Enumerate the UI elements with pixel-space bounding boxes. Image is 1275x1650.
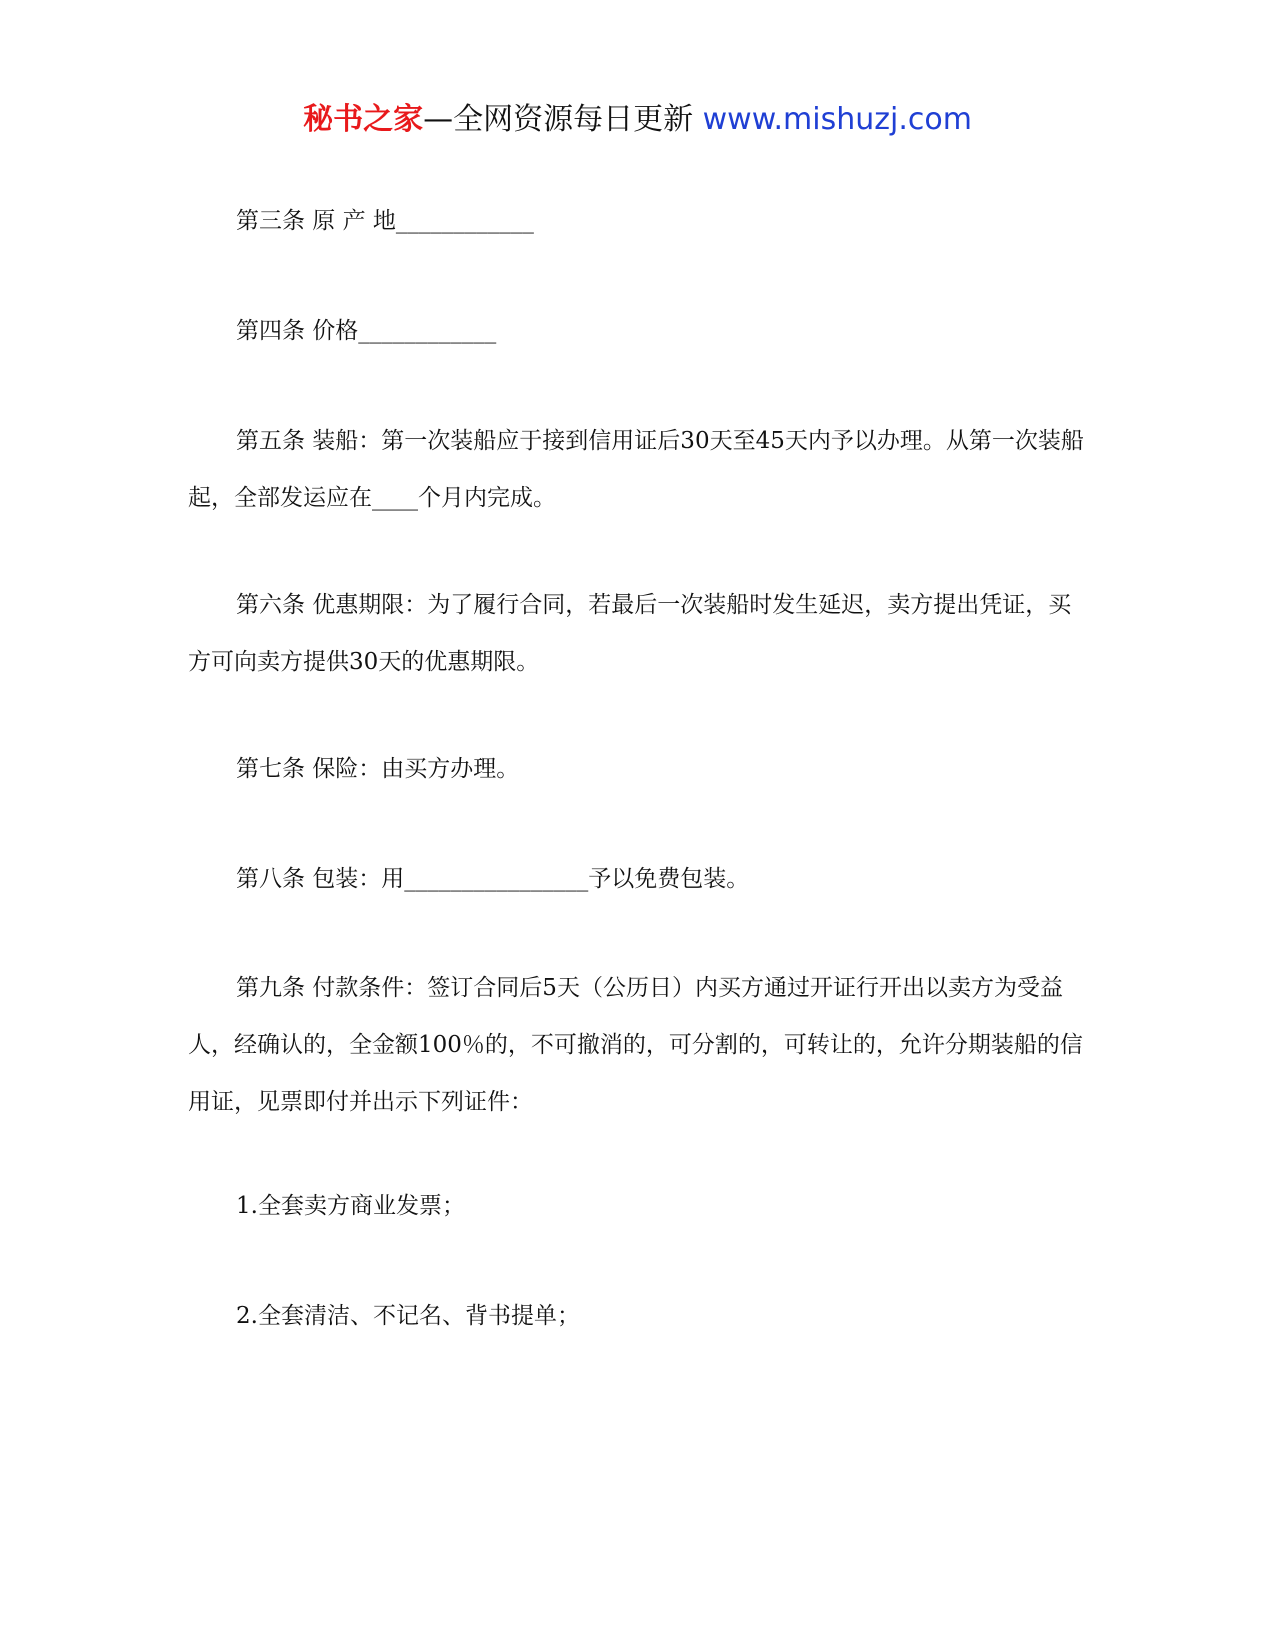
header-tagline: —全网资源每日更新 <box>423 102 703 137</box>
article-5-shipment: 第五条 装船：第一次装船应于接到信用证后30天至45天内予以办理。从第一次装船起，全部发运应在____个月内完成。 <box>188 428 1084 511</box>
article-4-price: 第四条 价格____________ <box>236 318 497 344</box>
document-list-item-1: 1.全套卖方商业发票； <box>236 1193 465 1219</box>
site-url-link[interactable]: www.mishuzj.com <box>702 102 972 137</box>
article-9-payment-terms: 第九条 付款条件：签订合同后5天（公历日）内买方通过开证行开出以卖方为受益人，经确认的，全金额100％的，不可撤消的，可分割的，可转让的，允许分期装船的信用证，见票即付并出示下列证件： <box>188 975 1083 1115</box>
site-header <box>0 98 1275 142</box>
article-8-packing: 第八条 包装：用________________予以免费包装。 <box>236 866 750 892</box>
article-7-insurance: 第七条 保险：由买方办理。 <box>236 756 520 782</box>
article-6-grace-period: 第六条 优惠期限：为了履行合同，若最后一次装船时发生延迟，卖方提出凭证，买方可向卖方提供30天的优惠期限。 <box>188 592 1072 675</box>
document-list-item-2: 2.全套清洁、不记名、背书提单； <box>236 1303 580 1329</box>
article-3-origin: 第三条 原 产 地____________ <box>236 208 534 234</box>
brand-name: 秘书之家 <box>303 102 424 137</box>
